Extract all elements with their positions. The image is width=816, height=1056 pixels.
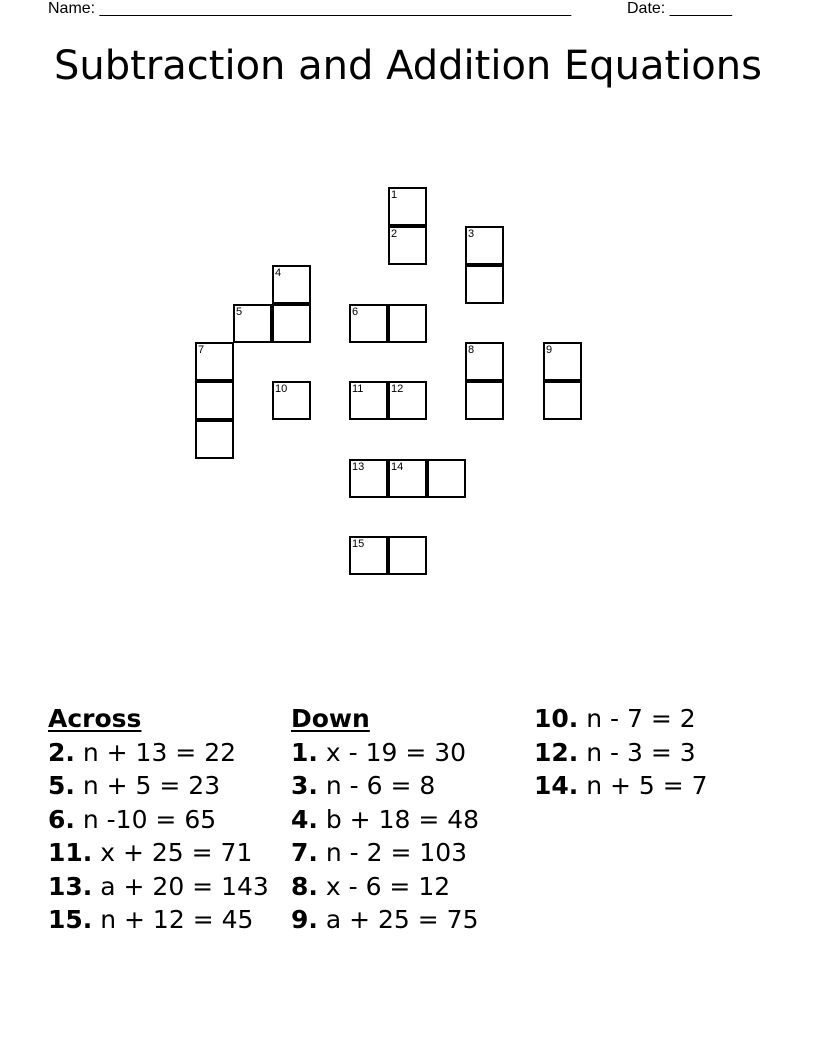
cell-number: 4 xyxy=(275,267,282,279)
clue-number: 5. xyxy=(48,771,75,800)
cell-number: 6 xyxy=(352,306,359,318)
clue-number: 8. xyxy=(291,871,318,901)
clue-text: a + 25 = 75 xyxy=(325,905,479,934)
clue xyxy=(291,769,479,803)
clue xyxy=(534,769,708,803)
crossword-cell[interactable] xyxy=(272,265,311,304)
clue-number: 6. xyxy=(48,804,75,834)
clue-number: 9. xyxy=(291,905,318,934)
clue-text: x + 25 = 71 xyxy=(100,838,253,867)
clue-number: 12. xyxy=(534,737,579,767)
clue xyxy=(291,903,479,937)
down-clues xyxy=(291,702,479,937)
clue xyxy=(291,803,479,837)
clue-number: 14. xyxy=(534,771,579,800)
clue-number: 2. xyxy=(48,737,75,767)
clue-number: 15. xyxy=(48,905,93,934)
clue xyxy=(534,736,708,770)
cell-number: 9 xyxy=(546,344,553,356)
crossword-cell[interactable] xyxy=(465,381,504,420)
cell-number: 11 xyxy=(352,383,364,395)
cell-number: 7 xyxy=(198,344,205,356)
across-clues xyxy=(48,702,269,937)
crossword-cell[interactable] xyxy=(349,381,388,420)
clue-text: a + 20 = 143 xyxy=(100,871,269,901)
clue xyxy=(291,870,479,904)
crossword-cell[interactable] xyxy=(272,304,311,343)
cell-number: 14 xyxy=(391,461,404,473)
clue-text: n - 7 = 2 xyxy=(586,704,696,733)
clue-text: x - 6 = 12 xyxy=(325,871,451,901)
clue-text: b + 18 = 48 xyxy=(325,804,480,834)
name-line: Name: _____________________________________________________ xyxy=(48,0,572,17)
crossword-cell[interactable] xyxy=(465,265,504,304)
clue-text: n + 5 = 7 xyxy=(586,771,708,800)
clue xyxy=(48,903,269,937)
clue-number: 11. xyxy=(48,838,93,867)
cell-number: 1 xyxy=(391,189,398,201)
cell-number: 10 xyxy=(275,383,288,395)
clue-number: 3. xyxy=(291,771,318,800)
cell-number: 2 xyxy=(391,228,398,240)
crossword-cell[interactable] xyxy=(349,459,388,498)
clue-number: 13. xyxy=(48,871,93,901)
crossword-cell[interactable] xyxy=(388,304,427,343)
clue-text: n + 12 = 45 xyxy=(100,905,254,934)
clue xyxy=(48,769,269,803)
crossword-cell[interactable] xyxy=(195,420,234,459)
clue xyxy=(534,702,708,736)
clue xyxy=(291,836,479,870)
crossword-cell[interactable] xyxy=(427,459,466,498)
crossword-cell[interactable] xyxy=(465,226,504,265)
cell-number: 5 xyxy=(236,306,243,318)
date-line: Date: _______ xyxy=(627,0,732,17)
crossword-cell[interactable] xyxy=(388,187,427,226)
crossword-cell[interactable] xyxy=(388,226,427,265)
clue xyxy=(48,870,269,904)
cell-number: 8 xyxy=(468,344,475,356)
crossword-cell[interactable] xyxy=(195,381,234,420)
crossword-cell[interactable] xyxy=(195,342,234,381)
clue-text: n - 6 = 8 xyxy=(325,771,436,800)
cell-number: 15 xyxy=(352,538,365,550)
down-heading: Down xyxy=(291,704,370,733)
crossword-cell[interactable] xyxy=(388,536,427,575)
crossword-cell[interactable] xyxy=(349,304,388,343)
cell-number: 12 xyxy=(391,383,404,395)
down-clues-continued xyxy=(534,702,708,803)
clue-text: n + 13 = 22 xyxy=(82,737,237,767)
clue-text: n - 2 = 103 xyxy=(325,838,468,867)
crossword-cell[interactable] xyxy=(543,381,582,420)
clue-text: n + 5 = 23 xyxy=(82,771,221,800)
crossword-cell[interactable] xyxy=(465,342,504,381)
crossword-cell[interactable] xyxy=(233,304,272,343)
clue-text: n - 3 = 3 xyxy=(586,737,696,767)
cell-number: 3 xyxy=(468,228,475,240)
clue xyxy=(48,836,269,870)
clue-number: 10. xyxy=(534,704,579,733)
page-title: Subtraction and Addition Equations xyxy=(54,43,762,89)
across-heading: Across xyxy=(48,704,142,733)
crossword-cell[interactable] xyxy=(543,342,582,381)
clue xyxy=(291,736,479,770)
clue-text: n -10 = 65 xyxy=(82,804,217,834)
clue-number: 7. xyxy=(291,838,318,867)
crossword-cell[interactable] xyxy=(388,381,427,420)
clue xyxy=(48,736,269,770)
clue xyxy=(48,803,269,837)
cell-number: 13 xyxy=(352,461,365,473)
clue-number: 1. xyxy=(291,737,318,767)
crossword-cell[interactable] xyxy=(388,459,427,498)
crossword-cell[interactable] xyxy=(272,381,311,420)
clue-number: 4. xyxy=(291,804,318,834)
clue-text: x - 19 = 30 xyxy=(325,737,467,767)
crossword-cell[interactable] xyxy=(349,536,388,575)
